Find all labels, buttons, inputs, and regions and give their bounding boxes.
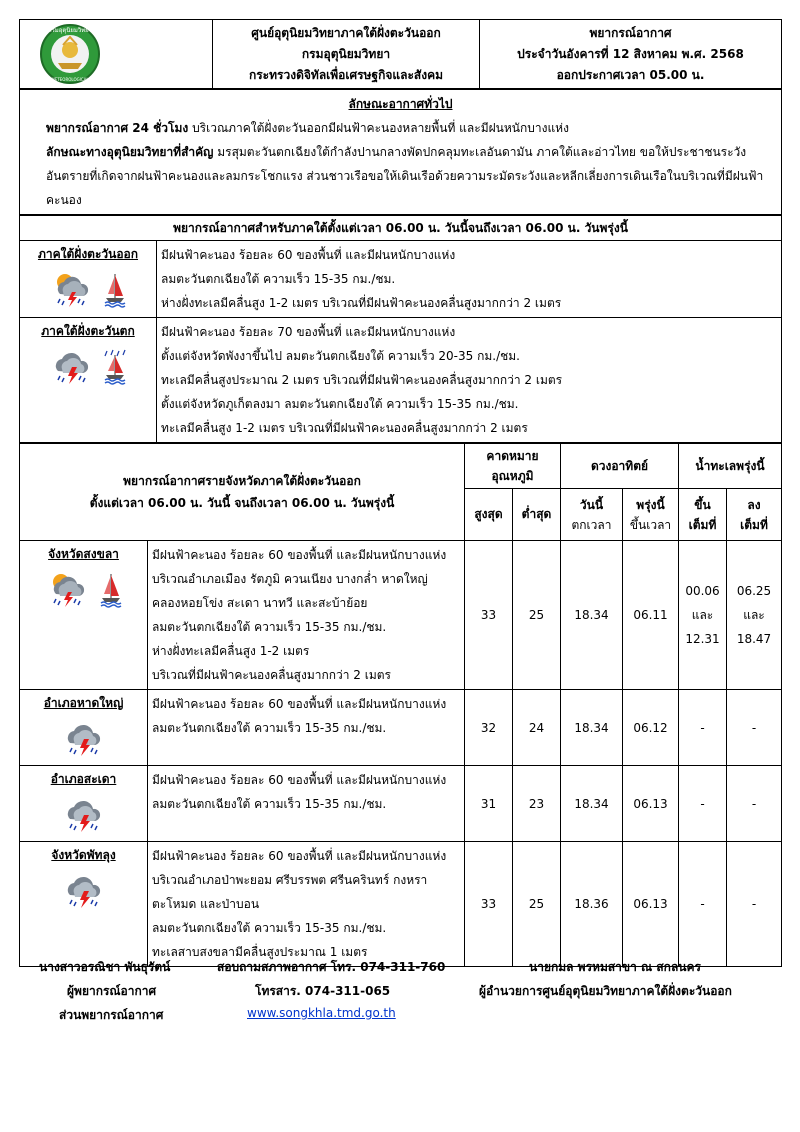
header-tide: น้ำทะเลพรุ่งนี้: [679, 444, 782, 489]
row-line: ตะโหมด และป่าบอน: [152, 897, 260, 911]
office-name: ศูนย์อุตุนิยมวิทยาภาคใต้ฝั่งตะวันออก: [251, 25, 441, 40]
province-title-l1: พยากรณ์อากาศรายจังหวัดภาคใต้ฝั่งตะวันออก: [123, 474, 361, 488]
general-title: ลักษณะอากาศทั่วไป: [348, 97, 453, 111]
issue-time: ออกประกาศเวลา 05.00 น.: [556, 67, 705, 82]
low-tide-value: 18.47: [736, 632, 772, 646]
high-tide: -: [679, 690, 727, 766]
low-tide: [727, 541, 782, 690]
header-high-tide: [679, 489, 727, 541]
director-role: ผู้อำนวยการศูนย์อุตุนิยมวิทยาภาคใต้ฝั่งตะวันออก: [479, 984, 732, 998]
phone-info: สอบถามสภาพอากาศ โทร. 074-311-760: [217, 960, 446, 974]
region-east-name: ภาคใต้ฝั่งตะวันออก: [37, 247, 139, 261]
header-table: [19, 19, 782, 89]
forecaster-role: ผู้พยากรณ์อากาศ: [67, 984, 157, 998]
svg-text:กรมอุตุนิยมวิทยา: กรมอุตุนิยมวิทยา: [47, 27, 93, 34]
footer: [19, 958, 782, 1058]
min-temp: 25: [513, 541, 561, 690]
province-name: จังหวัดสงขลา: [48, 547, 119, 561]
max-temp: 31: [465, 766, 513, 842]
table-row: [20, 842, 782, 967]
header-temperature: [465, 444, 561, 489]
high-tide-value: และ: [691, 608, 714, 622]
general-p1: [26, 116, 775, 140]
min-temp: 25: [513, 842, 561, 967]
header-max: สูงสุด: [465, 489, 513, 541]
row-line: ห่างฝั่งทะเลมีคลื่นสูง 1-2 เมตร: [152, 644, 310, 658]
row-text: [148, 541, 465, 690]
header-sun: ดวงอาทิตย์: [561, 444, 679, 489]
region-west-text: [157, 318, 782, 443]
date-line: ประจำวันอังคารที่ 12 สิงหาคม พ.ศ. 2568: [517, 46, 744, 61]
header-high-l1: ขึ้น: [694, 497, 711, 512]
sailboat-icon: [104, 272, 126, 308]
director-name: นายกมล พรหมสาขา ณ สกลนคร: [529, 960, 701, 974]
high-tide: -: [679, 766, 727, 842]
sunrise-time: 06.12: [623, 690, 679, 766]
header-high-l2: เต็มที่: [688, 517, 717, 532]
high-tide-value: 12.31: [685, 632, 720, 646]
low-tide: -: [727, 766, 782, 842]
header-sunset: [561, 489, 623, 541]
low-tide-value: และ: [743, 608, 765, 622]
general-p2: [26, 140, 775, 212]
header-temp-l1: คาดหมาย: [486, 449, 539, 463]
header-sunrise-l2: ขึ้นเวลา: [629, 517, 672, 532]
region-east-icons: [24, 272, 152, 308]
province-table-title: [20, 444, 465, 541]
sailboat-icon: [100, 572, 122, 608]
forecaster-unit: ส่วนพยากรณ์อากาศ: [59, 1008, 164, 1022]
rain-warning-icon: [104, 349, 126, 385]
row-line: บริเวณอำเภอเมือง รัตภูมิ ควนเนียง บางกล่ำ หาดใหญ่: [152, 572, 428, 586]
row-icons: [24, 721, 143, 757]
row-icons: [24, 873, 143, 909]
low-tide: -: [727, 842, 782, 967]
region-west-line: ตั้งแต่จังหวัดภูเก็ตลงมา ลมตะวันตกเฉียงใต้ ความเร็ว 15-35 กม./ชม.: [161, 397, 519, 411]
region-east-line: มีฝนฟ้าคะนอง ร้อยละ 60 ของพื้นที่ และมีฝนหนักบางแห่ง: [161, 248, 456, 262]
header-office: [213, 20, 480, 89]
row-text: [148, 690, 465, 766]
department-name: กรมอุตุนิยมวิทยา: [301, 46, 391, 61]
regional-title: พยากรณ์อากาศสำหรับภาคใต้ตั้งแต่เวลา 06.00 น. วันนี้จนถึงเวลา 06.00 น. วันพรุ่งนี้: [20, 216, 782, 241]
high-tide: [679, 541, 727, 690]
row-line: ลมตะวันตกเฉียงใต้ ความเร็ว 15-35 กม./ชม.: [152, 797, 387, 811]
header-min: ต่ำสุด: [513, 489, 561, 541]
region-east-text: [157, 241, 782, 318]
table-row: [20, 541, 782, 690]
header-low-tide: [727, 489, 782, 541]
general-section: [20, 90, 782, 215]
header-sunrise: [623, 489, 679, 541]
region-west-name: ภาคใต้ฝั่งตะวันตก: [41, 324, 135, 338]
storm-cloud-icon: [50, 349, 94, 385]
general-p2-text: มรสุมตะวันตกเฉียงใต้กำลังปานกลางพัดปกคลุมทะเลอันดามัน ภาคใต้และอ่าวไทย ขอให้ประชาชนระวังอันตรายที่เกิดจากฝนฟ้าคะนองและลมกระโชกแรง ส่วนชาวเรือขอให้เดินเรือด้วยความระมัดระวังและหลีกเลี่ยงการเดินเรือในบริเวณที่มีฝนฟ้าคะนอง: [46, 145, 764, 207]
general-p2-label: ลักษณะทางอุตุนิยมวิทยาที่สำคัญ: [46, 145, 214, 159]
fax-info: โทรสาร. 074-311-065: [255, 984, 391, 998]
header-sunrise-l1: พรุ่งนี้: [636, 497, 665, 512]
svg-text:METEOROLOGICAL: METEOROLOGICAL: [51, 77, 89, 82]
general-p1-label: พยากรณ์อากาศ 24 ชั่วโมง: [46, 121, 189, 135]
row-label-cell: [20, 541, 148, 690]
sunset-time: 18.34: [561, 766, 623, 842]
sunset-time: 18.34: [561, 541, 623, 690]
region-west-label-cell: [20, 318, 157, 443]
row-line: บริเวณอำเภอป่าพะยอม ศรีบรรพต ศรีนครินทร์ กงหรา: [152, 873, 428, 887]
row-line: คลองหอยโข่ง สะเดา นาทวี และสะบ้าย้อย: [152, 596, 368, 610]
max-temp: 33: [465, 842, 513, 967]
province-table: [19, 443, 782, 967]
storm-cloud-icon: [46, 572, 90, 608]
header-sunset-l1: วันนี้: [579, 497, 604, 512]
min-temp: 23: [513, 766, 561, 842]
header-title-cell: [480, 20, 782, 89]
row-text: [148, 766, 465, 842]
row-line: ลมตะวันตกเฉียงใต้ ความเร็ว 15-35 กม./ชม.: [152, 921, 387, 935]
website-link[interactable]: www.songkhla.tmd.go.th: [247, 1006, 396, 1020]
regional-table: [19, 215, 782, 443]
general-p1-text: บริเวณภาคใต้ฝั่งตะวันออกมีฝนฟ้าคะนองหลายพื้นที่ และมีฝนหนักบางแห่ง: [188, 121, 569, 135]
row-line: บริเวณที่มีฝนฟ้าคะนองคลื่นสูงมากกว่า 2 เมตร: [152, 668, 392, 682]
row-text: [148, 842, 465, 967]
row-label-cell: [20, 690, 148, 766]
province-name: อำเภอสะเดา: [50, 772, 117, 786]
region-east-line: ห่างฝั่งทะเลมีคลื่นสูง 1-2 เมตร บริเวณที่มีฝนฟ้าคะนองคลื่นสูงมากกว่า 2 เมตร: [161, 296, 562, 310]
table-row: [20, 766, 782, 842]
low-tide-value: 06.25: [736, 584, 772, 598]
high-tide-value: 00.06: [685, 584, 720, 598]
row-line: มีฝนฟ้าคะนอง ร้อยละ 60 ของพื้นที่ และมีฝนหนักบางแห่ง: [152, 548, 447, 562]
row-line: มีฝนฟ้าคะนอง ร้อยละ 60 ของพื้นที่ และมีฝนหนักบางแห่ง: [152, 773, 447, 787]
ministry-name: กระทรวงดิจิทัลเพื่อเศรษฐกิจและสังคม: [248, 67, 444, 82]
region-west-line: มีฝนฟ้าคะนอง ร้อยละ 70 ของพื้นที่ และมีฝนหนักบางแห่ง: [161, 325, 456, 339]
storm-cloud-icon: [50, 272, 94, 308]
region-east-label-cell: [20, 241, 157, 318]
sunset-time: 18.36: [561, 842, 623, 967]
header-temp-l2: อุณหภูมิ: [491, 469, 534, 483]
row-label-cell: [20, 766, 148, 842]
province-title-l2: ตั้งแต่เวลา 06.00 น. วันนี้ จนถึงเวลา 06.00 น. วันพรุ่งนี้: [89, 496, 395, 510]
row-icons: [24, 797, 143, 833]
max-temp: 33: [465, 541, 513, 690]
header-low-l2: เต็มที่: [740, 517, 768, 532]
sunrise-time: 06.13: [623, 842, 679, 967]
row-label-cell: [20, 842, 148, 967]
province-name: จังหวัดพัทลุง: [51, 848, 116, 862]
max-temp: 32: [465, 690, 513, 766]
region-west-line: ตั้งแต่จังหวัดพังงาขึ้นไป ลมตะวันตกเฉียงใต้ ความเร็ว 20-35 กม./ชม.: [161, 349, 520, 363]
row-line: ทะเลสาบสงขลามีคลื่นสูงประมาณ 1 เมตร: [152, 945, 368, 959]
region-west-line: ทะเลมีคลื่นสูง 1-2 เมตร บริเวณที่มีฝนฟ้าคะนองคลื่นสูงมากกว่า 2 เมตร: [161, 421, 528, 435]
row-line: ลมตะวันตกเฉียงใต้ ความเร็ว 15-35 กม./ชม.: [152, 620, 387, 634]
logo-emblem: [30, 23, 110, 85]
row-icons: [24, 572, 143, 608]
storm-cloud-icon: [62, 873, 106, 909]
region-west-icons: [24, 349, 152, 385]
region-west-line: ทะเลมีคลื่นสูงประมาณ 2 เมตร บริเวณที่มีฝนฟ้าคะนองคลื่นสูงมากกว่า 2 เมตร: [161, 373, 563, 387]
general-table: [19, 89, 782, 215]
region-east-line: ลมตะวันตกเฉียงใต้ ความเร็ว 15-35 กม./ชม.: [161, 272, 396, 286]
storm-cloud-icon: [62, 721, 106, 757]
header-low-l1: ลง: [747, 497, 761, 512]
storm-cloud-icon: [62, 797, 106, 833]
min-temp: 24: [513, 690, 561, 766]
header-sunset-l2: ตกเวลา: [571, 517, 612, 532]
province-name: อำเภอหาดใหญ่: [43, 696, 124, 710]
row-line: ลมตะวันตกเฉียงใต้ ความเร็ว 15-35 กม./ชม.: [152, 721, 387, 735]
sunset-time: 18.34: [561, 690, 623, 766]
sunrise-time: 06.13: [623, 766, 679, 842]
low-tide: -: [727, 690, 782, 766]
row-line: มีฝนฟ้าคะนอง ร้อยละ 60 ของพื้นที่ และมีฝนหนักบางแห่ง: [152, 697, 447, 711]
row-line: มีฝนฟ้าคะนอง ร้อยละ 60 ของพื้นที่ และมีฝนหนักบางแห่ง: [152, 849, 447, 863]
doc-title: พยากรณ์อากาศ: [589, 25, 672, 40]
forecaster-name: นางสาวอรณิชา พันธุรัตน์: [39, 960, 171, 974]
forecast-document: [19, 19, 782, 967]
high-tide: -: [679, 842, 727, 967]
sunrise-time: 06.11: [623, 541, 679, 690]
table-row: [20, 690, 782, 766]
logo-cell: [20, 20, 213, 89]
